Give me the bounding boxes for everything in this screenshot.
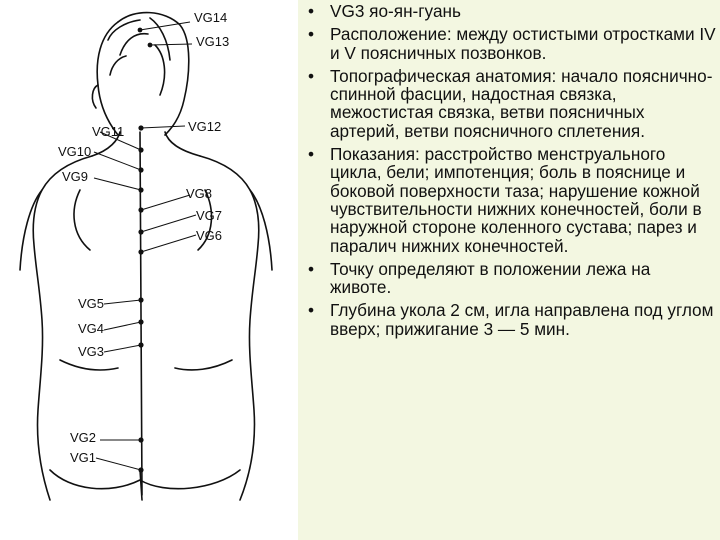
label-vg9: VG9 [62,169,89,184]
item-text: Расположение: между остистыми отростками IV и V поясничных позвонков. [330,24,716,63]
neck-right [165,132,200,156]
item-text: Показания: расстройство менструального цикла, бели; импотенция; боль в пояснице и боковой поверхности таза; нарушение кожной чувствительности нижних конечностей, боли в наружной стороне коленного сустава; парез и паралич нижних конечностей. [330,144,702,256]
bullet-icon: • [308,1,315,21]
bullet-icon: • [308,144,315,165]
list-item [306,301,716,338]
back-figure-illustration [0,0,300,540]
arm-left [20,190,42,270]
arm-right [250,190,272,270]
label-vg8: VG8 [186,186,213,201]
label-vg11: VG11 [92,124,125,139]
bullet-icon: • [308,300,315,321]
bullet-icon: • [308,65,315,86]
item-text: Топографическая анатомия: начало пояснично-спинной фасции, надостная связка, межостистая связка, ветви поясничных артерий, ветви поясничного сплетения. [330,65,713,141]
list-item [306,2,716,20]
waist-left [60,360,118,370]
label-vg1: VG1 [70,450,97,465]
label-vg4: VG4 [78,321,105,336]
label-vg2: VG2 [70,430,97,445]
item-text: Точку определяют в положении лежа на животе. [330,258,651,298]
label-vg5: VG5 [78,296,105,311]
description-list [298,0,720,338]
description-panel [298,0,720,540]
label-vg13: VG13 [196,34,230,49]
item-text: VG3 яо-ян-гуань [330,1,461,21]
label-vg7: VG7 [196,208,223,223]
list-item [306,145,716,255]
label-vg3: VG3 [78,344,105,359]
label-vg6: VG6 [196,228,223,243]
anatomy-figure [0,0,300,540]
ear-left [92,85,98,108]
gluteal-line [50,470,240,489]
label-vg10: VG10 [58,144,92,159]
list-item [306,25,716,62]
leader-lines [94,22,196,470]
list-item [306,67,716,140]
scapula-left [74,190,90,250]
bullet-icon: • [308,258,315,279]
head-outline-right [118,13,189,135]
waist-right [175,360,232,370]
list-item [306,260,716,297]
bullet-icon: • [308,24,315,45]
item-text: Глубина укола 2 см, игла направлена под углом вверх; прижигание 3 — 5 мин. [330,300,714,339]
label-vg14: VG14 [194,10,228,25]
label-vg12: VG12 [188,119,222,134]
acupoints [138,28,153,473]
